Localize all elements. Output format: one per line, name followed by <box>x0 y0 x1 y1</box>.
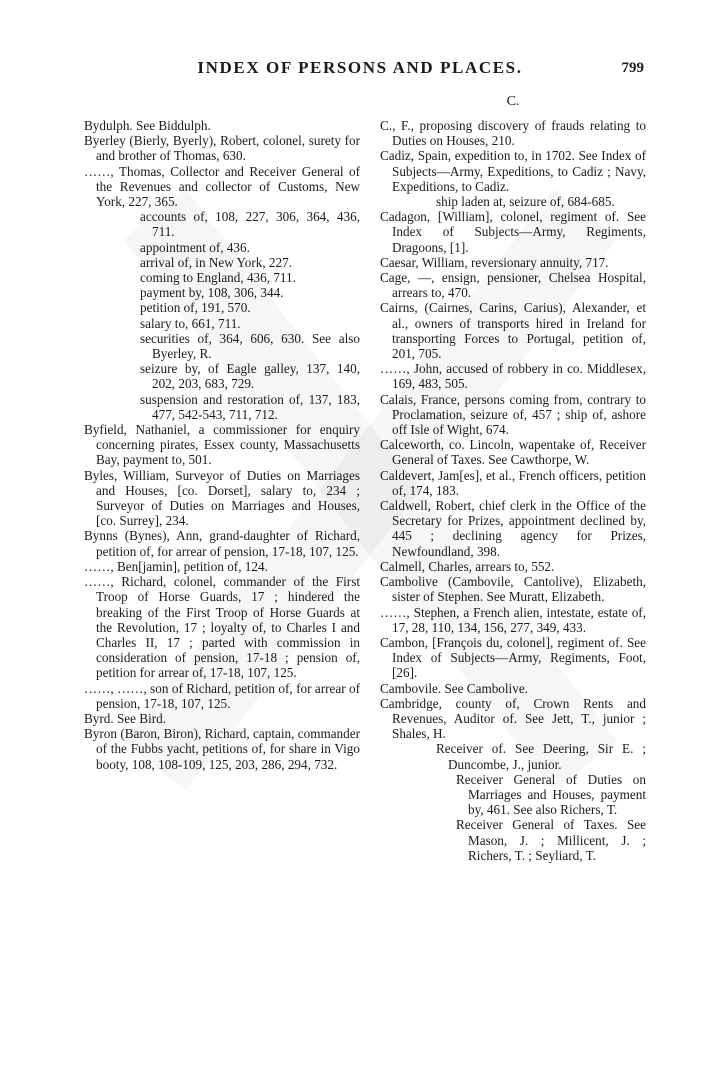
index-subentry: ship laden at, seizure of, 684-685. <box>436 194 615 210</box>
index-entry: Cadiz, Spain, expedition to, in 1702. See Index of Subjects—Army, Expeditions, to Cadiz ; Navy, Expeditions, to Cadiz. <box>380 148 646 194</box>
page-number: 799 <box>621 60 644 76</box>
right-column <box>380 94 646 863</box>
index-subentry: petition of, 191, 570. <box>140 300 251 316</box>
index-subentry: Receiver of. See Deering, Sir E. ; Duncombe, J., junior. <box>436 741 646 772</box>
index-entry: Bydulph. See Biddulph. <box>84 118 211 133</box>
section-letter: C. <box>506 94 520 109</box>
index-entry: Caesar, William, reversionary annuity, 717. <box>380 254 609 270</box>
index-entry: ……, John, accused of robbery in co. Middlesex, 169, 483, 505. <box>380 361 646 392</box>
index-entry: Byrd. See Bird. <box>84 710 167 726</box>
page-header <box>0 48 720 78</box>
index-entry: Calmell, Charles, arrears to, 552. <box>380 558 555 574</box>
index-subentry: accounts of, 108, 227, 306, 364, 436, 711. <box>140 209 360 240</box>
index-entry: Cambolive (Cambovile, Cantolive), Elizabeth, sister of Stephen. See Muratt, Elizabeth. <box>380 574 646 605</box>
index-entry: Cambridge, county of, Crown Rents and Revenues, Auditor of. See Jett, T., junior ; Shales, H. <box>380 695 646 742</box>
index-subentry: coming to England, 436, 711. <box>140 270 296 286</box>
index-entry: Cage, —, ensign, pensioner, Chelsea Hospital, arrears to, 470. <box>380 270 646 301</box>
index-subentry: seizure by, of Eagle galley, 137, 140, 202, 203, 683, 729. <box>140 361 360 392</box>
index-entry: Calceworth, co. Lincoln, wapentake of, Receiver General of Taxes. See Cawthorpe, W. <box>380 437 646 468</box>
index-entry: ……, Richard, colonel, commander of the First Troop of Horse Guards, 17 ; hindered the breaking of the First Troop of Horse Guards at the Revolution, 17 ; loyalty of, to Charles I and Charles II, 17 ; parted with commission in consideration of pension, 17-18 ; pension of, petition for arrear of, 17-18, 107, 125. <box>84 574 360 681</box>
index-entry: Caldevert, Jam[es], et al., French officers, petition of, 174, 183. <box>380 467 646 498</box>
index-entry: Byles, William, Surveyor of Duties on Marriages and Houses, [co. Dorset], salary to, 234 ; Surveyor of Duties on Marriages and Houses, [co. Surrey], 234. <box>84 467 360 529</box>
index-subentry: arrival of, in New York, 227. <box>140 254 293 270</box>
index-entry: Byerley (Bierly, Byerly), Robert, colonel, surety for and brother of Thomas, 630. <box>84 133 360 164</box>
index-entry: Calais, France, persons coming from, contrary to Proclamation, seizure of, 457 ; ship of, ashore off Isle of Wight, 674. <box>380 391 646 438</box>
index-entry: ……, Stephen, a French alien, intestate, estate of, 17, 28, 110, 134, 156, 277, 349, 433. <box>380 604 646 635</box>
index-entry: Bynns (Bynes), Ann, grand-daughter of Richard, petition of, for arrear of pension, 17-18, 107, 125. <box>84 528 360 559</box>
index-entry: Cadagon, [William], colonel, regiment of. See Index of Subjects—Army, Regiments, Dragoons, [1]. <box>380 209 646 255</box>
index-subentry: Receiver General of Duties on Marriages and Houses, payment by, 461. See also Richers, T. <box>456 771 646 818</box>
index-entry: Cambovile. See Cambolive. <box>380 680 528 696</box>
left-column <box>84 94 360 772</box>
index-entry: Byfield, Nathaniel, a commissioner for enquiry concerning pirates, Essex county, Massachusetts Bay, payment to, 501. <box>84 422 360 468</box>
index-entry: Cairns, (Cairnes, Carins, Carius), Alexander, et al., owners of transports hired in Ireland for transporting Forces to Portugal, petition of, 201, 705. <box>380 300 646 362</box>
index-subentry: securities of, 364, 606, 630. See also Byerley, R. <box>140 330 360 362</box>
index-entry: ……, ……, son of Richard, petition of, for arrear of pension, 17-18, 107, 125. <box>84 680 360 711</box>
index-subentry: Receiver General of Taxes. See Mason, J. ; Millicent, J. ; Richers, T. ; Seyliard, T. <box>456 817 646 863</box>
index-entry: C., F., proposing discovery of frauds relating to Duties on Houses, 210. <box>380 118 646 149</box>
index-subentry: salary to, 661, 711. <box>140 315 241 331</box>
index-entry: ……, Thomas, Collector and Receiver General of the Revenues and collector of Customs, New York, 227, 365. <box>84 163 360 210</box>
page-title: INDEX OF PERSONS AND PLACES. <box>197 58 523 77</box>
index-subentry: appointment of, 436. <box>140 239 250 255</box>
index-subentry: payment by, 108, 306, 344. <box>140 285 284 301</box>
index-subentry: suspension and restoration of, 137, 183, 477, 542-543, 711, 712. <box>140 391 360 422</box>
index-entry: Byron (Baron, Biron), Richard, captain, commander of the Fubbs yacht, petitions of, for share in Vigo booty, 108, 108-109, 125, 203, 286, 294, 732. <box>84 726 360 772</box>
index-entry: Caldwell, Robert, chief clerk in the Office of the Secretary for Prizes, appointment declined by, 445 ; declining agency for Prizes, Newfoundland, 398. <box>380 498 646 559</box>
index-entry: ……, Ben[jamin], petition of, 124. <box>84 558 268 574</box>
index-entry: Cambon, [François du, colonel], regiment of. See Index of Subjects—Army, Regiments, Foot, [26]. <box>380 634 646 681</box>
